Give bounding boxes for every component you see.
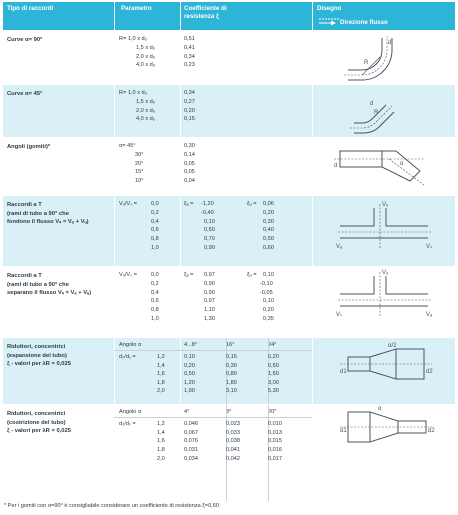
coefficient-value: 0,20 [184,362,195,369]
coefficient-value: 0,10 [263,272,274,278]
fitting-type-label: separano il flusso Vₛ = Vₐ + Vᵤ) [7,290,92,296]
contraction-drawing [336,404,440,452]
coefficient-label: ξₐ = [184,201,194,207]
bend-90-drawing [340,36,410,86]
ratio-value: 1,4 [157,429,165,436]
coefficient-value: 0,042 [226,455,240,462]
header-parametro: Parametro [121,5,152,12]
flow-s-label: Vₛ [426,244,433,250]
param-value: 1,0 [151,244,159,251]
coefficient-value: 0,51 [184,36,195,42]
coefficient-value: 0,40 [263,227,274,234]
param-value: 0,0 [151,201,159,207]
coefficient-value: 1,50 [268,371,279,377]
column-divider [180,196,181,266]
column-divider [312,267,313,337]
coefficient-value: 0,067 [184,429,198,436]
coefficient-value: -0,10 [260,280,273,287]
param-value: 0,2 [151,209,159,216]
row-divider [114,417,312,418]
coefficient-value: -0,05 [260,289,273,296]
angle-label: Angolo α [119,342,142,348]
radius-label: R [364,60,369,66]
tee-split-drawing [336,270,436,326]
column-divider [312,138,313,195]
coefficient-value: 0,046 [184,421,198,427]
d1-label: d1 [340,369,347,375]
header-divider [180,2,181,30]
coefficient-value: 0,10 [263,298,274,305]
coefficient-value: 0,05 [184,160,195,167]
coefficient-value: 0,27 [184,98,195,105]
coefficient-value: 5,30 [268,388,279,394]
param-value: 1,5 x dₒ [136,98,155,105]
angle-value: 4...8° [184,342,198,348]
coefficient-value: 0,010 [268,421,282,427]
ratio-value: 1,6 [157,371,165,377]
angle-value: 24° [268,342,277,348]
param-value: 0,0 [151,272,159,278]
coefficient-label: ξᵤ = [247,272,257,278]
param-value: 0,4 [151,289,159,296]
bend-45-drawing [350,89,410,139]
param-value: R= 1,0 x dₒ [119,36,147,42]
column-divider [114,31,115,84]
column-divider [312,338,313,404]
header-divider [114,2,115,30]
coefficient-value: 0,30 [184,143,195,149]
angle-value: 20° [268,409,277,415]
fitting-type-label: fondono il flusso Vₛ = Vₐ + Vᵤ) [7,219,89,225]
coefficient-value: 0,50 [268,362,279,369]
expansion-drawing [336,343,440,387]
param-value: R= 1,0 x dₒ [119,90,147,96]
coefficient-value: 0,35 [263,315,274,322]
coefficient-value: -1,20 [201,201,214,207]
footnote: * Per i gomiti con α=90° è consigliabile considerare un coefficiente di resistenza ξ=0,60 [4,503,219,509]
column-divider [312,85,313,137]
column-divider [114,85,115,137]
coefficient-value: 0,017 [268,455,282,462]
coefficient-value: 0,50 [263,236,274,243]
ratio-value: 1,8 [157,379,165,386]
header-coefficiente: Coefficiente di resistenza ξ [184,5,227,20]
coefficient-value: 0,15 [184,116,195,123]
coefficient-value: 0,50 [184,371,195,377]
param-value: 4,0 x dₒ [136,116,155,123]
coefficient-value: -0,40 [201,209,214,216]
flow-s-label: Vₛ [336,312,343,318]
coefficient-value: 1,30 [204,315,215,322]
coefficient-value: 0,14 [184,151,195,158]
ratio-label: d₂/d₁ = [119,354,136,360]
fitting-type-label: (costrizione del tubo) [7,419,66,426]
coefficient-value: 0,50 [204,227,215,234]
column-divider [180,138,181,195]
ratio-value: 2,0 [157,388,165,394]
coefficient-value: 0,031 [184,447,198,453]
param-value: 1,5 x dₒ [136,44,155,51]
angle-value: 16° [226,342,235,348]
fitting-type-label: (rami di tubo a 90° che [7,210,69,217]
angle-value: 4° [184,409,190,415]
coefficient-value: 0,34 [184,53,195,60]
column-divider [114,196,115,266]
fitting-type-label: ξ - valori per λR = 0,025 [7,428,71,434]
param-value: 2,0 x dₒ [136,107,155,114]
param-value: 0,8 [151,236,159,243]
column-divider [180,338,181,404]
param-value: 20° [135,160,144,167]
coefficient-value: 0,30 [263,218,274,225]
coefficient-label: ξᵤ = [247,201,257,207]
coefficient-value: 0,033 [226,429,240,436]
column-divider [180,31,181,84]
coefficient-value: 1,80 [226,379,237,386]
row-divider [114,350,312,351]
coefficient-value: 0,013 [268,429,282,436]
ratio-value: 1,4 [157,362,165,369]
fitting-type-label: Raccordi a T [7,273,42,279]
tee-merge-drawing [336,202,436,258]
coefficient-value: 0,97 [204,272,215,278]
fitting-type-label: Raccordi a T [7,202,42,208]
param-value: 0,6 [151,298,159,305]
param-label: Vᵤ/Vₛ = [119,201,138,207]
flow-u-label: Vᵤ [382,270,389,276]
elbow-drawing [334,145,444,195]
param-value: 0,2 [151,280,159,287]
param-value: 4,0 x dₒ [136,62,155,69]
coefficient-value: 0,60 [263,244,274,251]
coefficient-value: 0,90 [204,244,215,251]
param-value: 0,4 [151,218,159,225]
column-divider [180,405,181,501]
fitting-type-label: Riduttori, concentrici [7,344,66,350]
param-value: 0,6 [151,227,159,234]
coefficient-value: 3,00 [268,379,279,386]
coefficient-value: 0,05 [184,169,195,176]
fitting-type-label: Curve α= 45° [7,91,43,97]
fitting-type-label: (rami di tubo a 90° che [7,281,69,288]
d1-label: d1 [340,428,347,434]
column-divider [114,267,115,337]
ratio-value: 2,0 [157,455,165,462]
coefficient-value: 0,016 [268,447,282,453]
fitting-type-label: (espansione del tubo) [7,352,67,359]
flow-u-label: Vᵤ [382,202,389,208]
param-value: 1,0 [151,315,159,322]
param-label: Vᵤ/Vₛ = [119,272,138,278]
ratio-label: d₂/d₁ = [119,421,136,427]
header-divider [312,2,313,30]
coefficient-value: 0,04 [184,178,195,185]
header-tipo: Tipo di raccordi [7,5,54,12]
column-divider [312,31,313,84]
coefficient-value: 0,90 [204,289,215,296]
coefficient-value: 3,10 [226,388,237,394]
fitting-type-label: ξ - valori per λR = 0,025 [7,361,71,367]
coefficient-value: 0,97 [204,298,215,305]
angle-value: 8° [226,409,232,415]
diameter-label: d [388,40,392,46]
coefficient-value: 0,034 [184,455,198,462]
coefficient-value: 0,023 [226,421,240,427]
coefficient-value: 0,90 [204,280,215,287]
coefficient-value: 1,10 [204,307,215,314]
header-disegno: Disegno [317,5,342,12]
coefficient-value: 1,90 [184,388,195,394]
coefficient-value: 0,10 [184,354,195,360]
coefficient-value: 0,80 [226,371,237,377]
diameter-label: d [370,101,374,107]
coefficient-value: 0,20 [263,307,274,314]
coefficient-value: 0,06 [263,201,274,207]
coefficient-value: 0,20 [263,209,274,216]
column-divider [180,85,181,137]
fitting-type-label: Riduttori, concentrici [7,411,66,417]
param-value: 2,0 x dₒ [136,53,155,60]
param-value: 30° [135,151,144,158]
coefficient-value: 0,20 [268,354,279,360]
d2-label: d2 [428,428,435,434]
ratio-value: 1,2 [157,354,165,360]
coefficient-value: 1,20 [184,379,195,386]
param-value: 0,8 [151,307,159,314]
column-divider [312,405,313,501]
param-value: 15° [135,169,144,176]
column-divider [114,405,115,501]
column-divider [312,196,313,266]
coefficient-value: 0,30 [226,362,237,369]
flow-a-label: Vₐ [336,244,343,250]
column-divider [114,138,115,195]
fitting-type-label: Curve α= 90° [7,37,43,43]
coefficient-value: 0,70 [204,236,215,243]
coefficient-value: 0,038 [226,438,240,445]
angle-label: α [378,406,382,412]
angle-half-label: α/2 [388,343,397,349]
coefficient-value: 0,23 [184,62,195,69]
table-header [3,2,455,30]
coefficient-label: ξₐ = [184,272,194,278]
coefficient-value: 0,41 [184,44,195,51]
coefficient-value: 0,20 [184,107,195,114]
ratio-value: 1,2 [157,421,165,427]
ratio-value: 1,6 [157,438,165,445]
coefficient-value: 0,041 [226,447,240,453]
coefficient-value: 0,15 [226,354,237,360]
diameter-label: d [334,163,338,169]
column-divider [114,338,115,404]
radius-label: R [374,110,379,116]
coefficient-value: 0,34 [184,90,195,96]
column-divider [180,267,181,337]
coefficient-value: 0,015 [268,438,282,445]
coefficient-value: 0,10 [204,218,215,225]
angle-label: Angolo α [119,409,142,415]
coefficient-value: 0,076 [184,438,198,445]
angle-label: α [400,161,404,167]
flow-a-label: Vₐ [426,312,433,318]
param-value: 10° [135,178,144,185]
d2-label: d2 [426,369,433,375]
fitting-type-label: Angoli (gomiti)* [7,144,51,150]
header-flow-legend: Direzione flusso [340,19,388,26]
ratio-value: 1,8 [157,447,165,453]
param-value: α= 45° [119,143,136,149]
